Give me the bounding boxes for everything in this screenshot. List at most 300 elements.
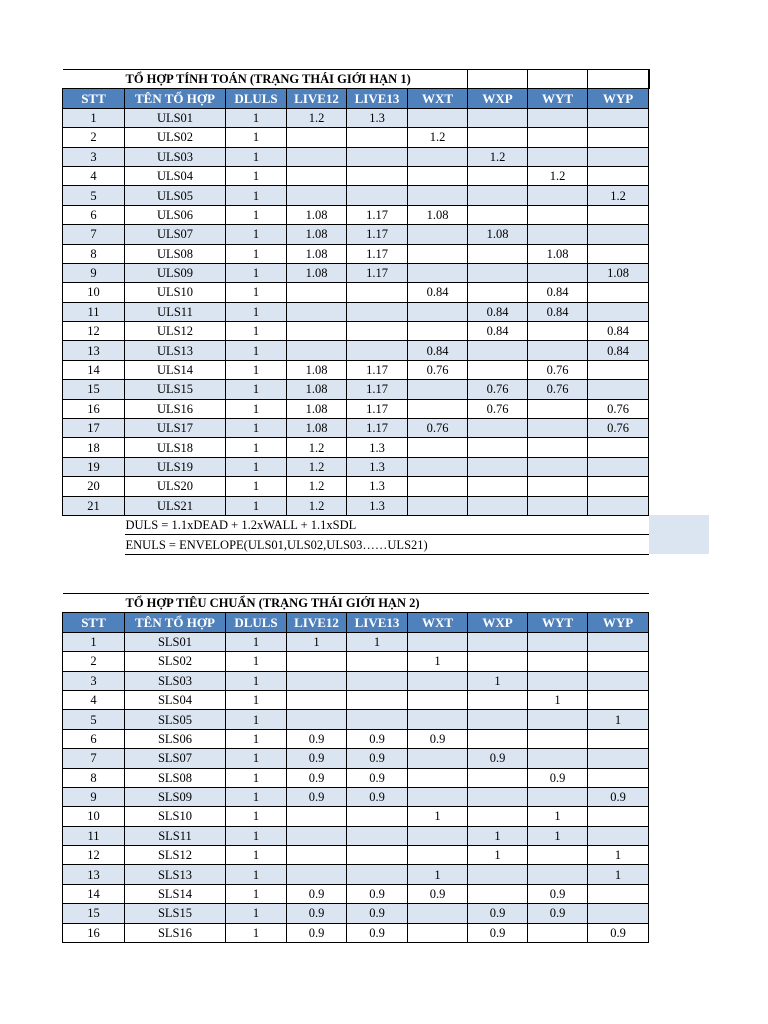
- formula-text: ENULS = ENVELOPE(ULS01,ULS02,ULS03……ULS21): [125, 535, 649, 554]
- table-cell: [468, 477, 528, 496]
- table-cell: 6: [63, 729, 125, 748]
- table-cell: 1: [226, 205, 287, 224]
- table-cell: 0.76: [468, 380, 528, 399]
- table-cell: [468, 419, 528, 438]
- column-header: WXT: [408, 613, 468, 632]
- table-cell: [588, 108, 649, 127]
- table-cell: [588, 244, 649, 263]
- table-row: [63, 108, 650, 127]
- table-cell: 1.3: [347, 438, 408, 457]
- table-cell: 0.84: [588, 322, 649, 341]
- table-cell: [468, 283, 528, 302]
- table-cell: 0.9: [287, 884, 347, 903]
- table-cell: 0.9: [287, 904, 347, 923]
- table-cell: [408, 787, 468, 806]
- table-cell: 1: [468, 846, 528, 865]
- blank-cell: [63, 515, 125, 534]
- table-cell: 0.76: [528, 360, 588, 379]
- table-cell: [588, 225, 649, 244]
- table-cell: 0.9: [347, 729, 408, 748]
- table-cell: [528, 341, 588, 360]
- column-header: WYP: [588, 89, 649, 108]
- table-cell: [408, 166, 468, 185]
- table-cell: [347, 147, 408, 166]
- table-cell: 15: [63, 380, 125, 399]
- table-cell: 1: [226, 225, 287, 244]
- table-cell: [468, 263, 528, 282]
- table-cell: 8: [63, 244, 125, 263]
- table-cell: 0.9: [528, 884, 588, 903]
- table-cell: 1: [226, 166, 287, 185]
- table-cell: 1.2: [287, 457, 347, 476]
- sls-header-row: [63, 613, 649, 632]
- table-row: [63, 807, 649, 826]
- table-row: [63, 360, 650, 379]
- table-cell: 21: [63, 496, 125, 515]
- table-row: [63, 923, 649, 942]
- table-cell: ULS01: [125, 108, 226, 127]
- table-cell: [588, 729, 649, 748]
- table-row: [63, 457, 650, 476]
- table-cell: [347, 865, 408, 884]
- table-cell: ULS02: [125, 128, 226, 147]
- table-cell: [468, 807, 528, 826]
- table-cell: ULS06: [125, 205, 226, 224]
- table-cell: 0.9: [408, 729, 468, 748]
- table-cell: [287, 865, 347, 884]
- table-cell: [528, 652, 588, 671]
- table-cell: 9: [63, 787, 125, 806]
- table-cell: [588, 302, 649, 321]
- table-cell: [408, 457, 468, 476]
- table-cell: 1: [528, 690, 588, 709]
- table-cell: 0.9: [287, 768, 347, 787]
- table-row: [63, 846, 649, 865]
- table-cell: [287, 322, 347, 341]
- table-cell: 0.9: [468, 749, 528, 768]
- table-cell: [347, 690, 408, 709]
- column-header: LIVE13: [347, 613, 408, 632]
- table-cell: 2: [63, 128, 125, 147]
- table-cell: 1: [226, 884, 287, 903]
- table-cell: 1.2: [287, 496, 347, 515]
- table-cell: 1: [226, 283, 287, 302]
- table-cell: [468, 729, 528, 748]
- table-cell: 0.9: [347, 904, 408, 923]
- table-cell: 0.76: [588, 399, 649, 418]
- table-cell: [468, 787, 528, 806]
- table-cell: 1: [226, 690, 287, 709]
- table-cell: [468, 438, 528, 457]
- table-cell: [408, 380, 468, 399]
- table-cell: SLS01: [125, 632, 226, 651]
- table-cell: 13: [63, 341, 125, 360]
- table-cell: SLS14: [125, 884, 226, 903]
- sls-combination-table: [62, 593, 649, 943]
- table-cell: ULS15: [125, 380, 226, 399]
- table-cell: 1.17: [347, 244, 408, 263]
- table-cell: 1: [226, 787, 287, 806]
- table-cell: SLS06: [125, 729, 226, 748]
- table-cell: 0.9: [588, 923, 649, 942]
- table-cell: 1.17: [347, 263, 408, 282]
- table-cell: [588, 166, 649, 185]
- table-cell: [588, 671, 649, 690]
- table-cell: 1: [63, 108, 125, 127]
- table-cell: 1.2: [287, 108, 347, 127]
- table-cell: [528, 438, 588, 457]
- column-header: STT: [63, 613, 125, 632]
- table-row: [63, 652, 649, 671]
- table-cell: 1.08: [287, 360, 347, 379]
- table-cell: [408, 768, 468, 787]
- table-cell: [588, 884, 649, 903]
- table-cell: 1: [226, 652, 287, 671]
- table-cell: 1.08: [408, 205, 468, 224]
- table-cell: SLS11: [125, 826, 226, 845]
- table-cell: SLS04: [125, 690, 226, 709]
- table-cell: [528, 496, 588, 515]
- table-cell: 0.9: [347, 923, 408, 942]
- table-row: [63, 884, 649, 903]
- table-cell: [287, 283, 347, 302]
- table-cell: [528, 846, 588, 865]
- table-cell: 1.17: [347, 419, 408, 438]
- table-cell: [468, 884, 528, 903]
- table-cell: [528, 186, 588, 205]
- table-cell: [528, 419, 588, 438]
- table-cell: 1.2: [287, 477, 347, 496]
- table-cell: 0.76: [468, 399, 528, 418]
- table-cell: [408, 632, 468, 651]
- table-row: [63, 710, 649, 729]
- table-cell: 1: [287, 632, 347, 651]
- table-cell: [287, 652, 347, 671]
- title-empty-cell: [528, 70, 588, 89]
- table-cell: 1: [226, 632, 287, 651]
- table-cell: 1: [226, 923, 287, 942]
- table-cell: SLS09: [125, 787, 226, 806]
- table-cell: SLS15: [125, 904, 226, 923]
- table-cell: [588, 768, 649, 787]
- table-row: [63, 787, 649, 806]
- table-cell: ULS13: [125, 341, 226, 360]
- table-cell: 1: [588, 846, 649, 865]
- table-cell: 7: [63, 749, 125, 768]
- table-cell: [347, 846, 408, 865]
- table-cell: [347, 671, 408, 690]
- table-cell: [408, 147, 468, 166]
- table-cell: 1.3: [347, 496, 408, 515]
- table-cell: [528, 749, 588, 768]
- table-cell: 1.3: [347, 108, 408, 127]
- column-header: WYP: [588, 613, 649, 632]
- table-cell: ULS09: [125, 263, 226, 282]
- table-cell: 4: [63, 690, 125, 709]
- table-cell: [408, 477, 468, 496]
- table-cell: SLS02: [125, 652, 226, 671]
- table-cell: 0.9: [287, 787, 347, 806]
- column-header: TÊN TỔ HỢP: [125, 89, 226, 108]
- column-header: DLULS: [226, 613, 287, 632]
- table-cell: [408, 923, 468, 942]
- table-cell: ULS05: [125, 186, 226, 205]
- table-cell: [588, 807, 649, 826]
- table-cell: [528, 923, 588, 942]
- table-cell: [287, 302, 347, 321]
- table-cell: [588, 205, 649, 224]
- table-cell: [468, 865, 528, 884]
- table-cell: 1: [226, 263, 287, 282]
- table-cell: [528, 322, 588, 341]
- table-cell: 1: [63, 632, 125, 651]
- uls-table-title: TỔ HỢP TÍNH TOÁN (TRẠNG THÁI GIỚI HẠN 1): [125, 70, 468, 89]
- table-cell: 0.9: [347, 884, 408, 903]
- table-cell: 3: [63, 671, 125, 690]
- table-cell: [528, 729, 588, 748]
- table-cell: 1: [226, 128, 287, 147]
- table-cell: 1: [468, 826, 528, 845]
- table-cell: [528, 477, 588, 496]
- table-cell: [408, 496, 468, 515]
- table-cell: ULS10: [125, 283, 226, 302]
- table-cell: 1: [226, 108, 287, 127]
- table-row: [63, 263, 650, 282]
- table-cell: [408, 186, 468, 205]
- table-cell: 1: [226, 807, 287, 826]
- column-header: TÊN TỔ HỢP: [125, 613, 226, 632]
- table-cell: 1.2: [468, 147, 528, 166]
- table-cell: 1: [226, 729, 287, 748]
- table-cell: [408, 671, 468, 690]
- table-cell: SLS08: [125, 768, 226, 787]
- table-cell: 1.17: [347, 380, 408, 399]
- table-cell: 1: [226, 302, 287, 321]
- column-header: WXP: [468, 613, 528, 632]
- table-cell: [408, 399, 468, 418]
- table-cell: [528, 205, 588, 224]
- table-cell: 12: [63, 322, 125, 341]
- table-cell: 1: [226, 322, 287, 341]
- table-row: [63, 749, 649, 768]
- table-cell: 0.84: [588, 341, 649, 360]
- table-cell: ULS20: [125, 477, 226, 496]
- table-cell: 0.76: [588, 419, 649, 438]
- column-header: WXP: [468, 89, 528, 108]
- table-cell: 16: [63, 399, 125, 418]
- table-cell: [408, 244, 468, 263]
- table-cell: 0.76: [408, 419, 468, 438]
- sls-title-row: [63, 594, 649, 613]
- formula-highlight: [649, 515, 709, 554]
- table-cell: 8: [63, 768, 125, 787]
- table-row: [63, 147, 650, 166]
- table-cell: ULS04: [125, 166, 226, 185]
- table-row: [63, 826, 649, 845]
- table-cell: 0.9: [408, 884, 468, 903]
- table-cell: 0.84: [408, 283, 468, 302]
- table-cell: [408, 438, 468, 457]
- table-cell: 1.08: [287, 244, 347, 263]
- table-cell: 1: [588, 865, 649, 884]
- uls-title-row: [63, 70, 650, 89]
- table-cell: 1: [226, 419, 287, 438]
- blank-cell: [63, 70, 125, 89]
- table-cell: [588, 147, 649, 166]
- table-cell: SLS16: [125, 923, 226, 942]
- table-cell: [347, 322, 408, 341]
- table-cell: SLS07: [125, 749, 226, 768]
- table-cell: SLS12: [125, 846, 226, 865]
- column-header: WYT: [528, 89, 588, 108]
- table-cell: [347, 128, 408, 147]
- table-cell: 0.9: [347, 749, 408, 768]
- table-row: [63, 166, 650, 185]
- table-cell: [347, 807, 408, 826]
- column-header: LIVE13: [347, 89, 408, 108]
- table-cell: [468, 244, 528, 263]
- blank-cell: [63, 594, 125, 613]
- table-row: [63, 632, 649, 651]
- table-cell: 13: [63, 865, 125, 884]
- table-cell: 1: [408, 652, 468, 671]
- table-cell: 1: [226, 360, 287, 379]
- formula-row: [63, 515, 650, 534]
- table-cell: [408, 749, 468, 768]
- table-cell: [588, 632, 649, 651]
- table-cell: 1: [226, 749, 287, 768]
- table-cell: 1.17: [347, 399, 408, 418]
- table-cell: 1.08: [287, 380, 347, 399]
- table-cell: 0.84: [408, 341, 468, 360]
- table-cell: [468, 496, 528, 515]
- table-cell: 1: [226, 846, 287, 865]
- table-cell: [287, 690, 347, 709]
- table-cell: 1.3: [347, 477, 408, 496]
- table-cell: 0.76: [528, 380, 588, 399]
- table-cell: 17: [63, 419, 125, 438]
- table-cell: 1.2: [287, 438, 347, 457]
- table-cell: [528, 787, 588, 806]
- table-cell: 1: [226, 477, 287, 496]
- column-header: STT: [63, 89, 125, 108]
- table-cell: 0.9: [347, 787, 408, 806]
- table-cell: [287, 826, 347, 845]
- table-cell: ULS21: [125, 496, 226, 515]
- table-cell: 1.2: [588, 186, 649, 205]
- table-cell: [588, 826, 649, 845]
- table-cell: 1: [226, 826, 287, 845]
- table-cell: ULS12: [125, 322, 226, 341]
- table-cell: 1: [226, 147, 287, 166]
- table-row: [63, 671, 649, 690]
- table-cell: 1: [226, 380, 287, 399]
- table-row: [63, 186, 650, 205]
- table-cell: 1: [468, 671, 528, 690]
- table-cell: 14: [63, 884, 125, 903]
- table-cell: SLS13: [125, 865, 226, 884]
- table-cell: 9: [63, 263, 125, 282]
- table-cell: [408, 846, 468, 865]
- table-row: [63, 438, 650, 457]
- table-cell: 1: [408, 807, 468, 826]
- table-cell: [528, 128, 588, 147]
- table-row: [63, 904, 649, 923]
- table-cell: 0.76: [408, 360, 468, 379]
- table-cell: 0.9: [287, 923, 347, 942]
- table-cell: 1.3: [347, 457, 408, 476]
- table-cell: 1: [226, 671, 287, 690]
- table-cell: [468, 108, 528, 127]
- table-cell: [468, 128, 528, 147]
- table-cell: 3: [63, 147, 125, 166]
- table-cell: 0.9: [588, 787, 649, 806]
- table-cell: [287, 671, 347, 690]
- table-cell: [528, 632, 588, 651]
- table-cell: 16: [63, 923, 125, 942]
- uls-header-row: [63, 89, 650, 108]
- column-header: WYT: [528, 613, 588, 632]
- table-cell: [588, 652, 649, 671]
- table-cell: [287, 846, 347, 865]
- table-cell: [408, 263, 468, 282]
- table-cell: 6: [63, 205, 125, 224]
- formula-row: [63, 535, 650, 554]
- table-cell: [408, 108, 468, 127]
- table-cell: ULS11: [125, 302, 226, 321]
- table-cell: 1: [226, 496, 287, 515]
- table-cell: [408, 710, 468, 729]
- table-cell: [528, 263, 588, 282]
- table-cell: [468, 652, 528, 671]
- table-cell: 1: [226, 768, 287, 787]
- table-cell: [347, 826, 408, 845]
- table-cell: [588, 749, 649, 768]
- table-cell: [287, 147, 347, 166]
- table-cell: 1: [588, 710, 649, 729]
- title-empty-cell: [468, 70, 528, 89]
- table-cell: [468, 710, 528, 729]
- table-cell: [588, 438, 649, 457]
- table-cell: 1: [226, 438, 287, 457]
- table-row: [63, 477, 650, 496]
- uls-combination-table: [62, 69, 650, 555]
- table-cell: ULS18: [125, 438, 226, 457]
- table-cell: 1: [408, 865, 468, 884]
- table-cell: [468, 360, 528, 379]
- table-cell: [287, 341, 347, 360]
- table-cell: 0.9: [468, 904, 528, 923]
- table-cell: 1.08: [287, 225, 347, 244]
- table-cell: 0.84: [528, 302, 588, 321]
- table-cell: 4: [63, 166, 125, 185]
- table-cell: [588, 690, 649, 709]
- table-cell: 0.9: [287, 749, 347, 768]
- table-cell: 10: [63, 283, 125, 302]
- table-cell: 10: [63, 807, 125, 826]
- table-cell: [468, 690, 528, 709]
- table-cell: 5: [63, 186, 125, 205]
- table-cell: 0.9: [528, 768, 588, 787]
- table-cell: 1.17: [347, 225, 408, 244]
- column-header: DLULS: [226, 89, 287, 108]
- table-row: [63, 322, 650, 341]
- table-cell: [528, 108, 588, 127]
- table-cell: 1: [226, 457, 287, 476]
- formula-text: DULS = 1.1xDEAD + 1.2xWALL + 1.1xSDL: [125, 515, 649, 534]
- table-cell: 1: [528, 826, 588, 845]
- table-row: [63, 496, 650, 515]
